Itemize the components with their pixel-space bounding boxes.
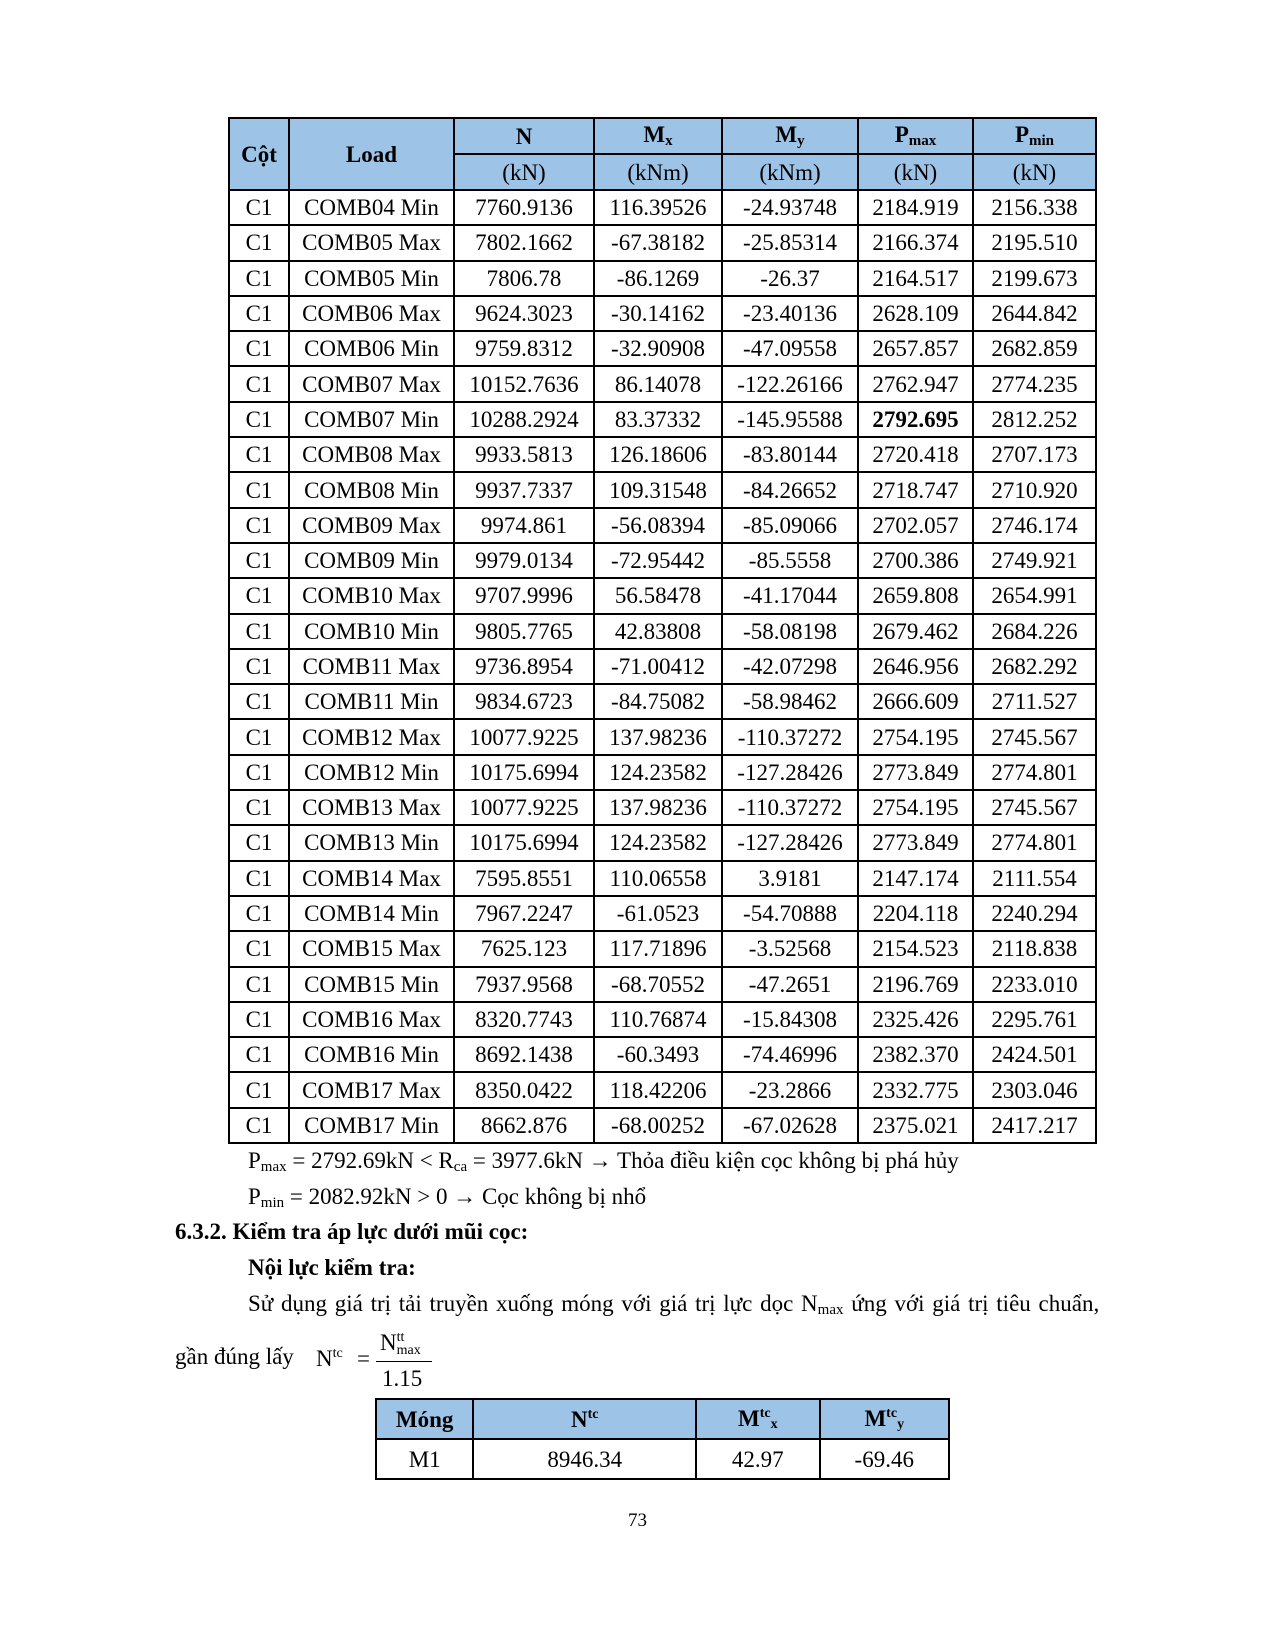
cell-load: COMB08 Max bbox=[289, 437, 454, 472]
cell-pmax: 2700.386 bbox=[858, 543, 973, 578]
cell-pmin: 2745.567 bbox=[973, 790, 1096, 825]
cell-my: -85.09066 bbox=[722, 508, 858, 543]
cell-pmin: 2233.010 bbox=[973, 967, 1096, 1002]
pmin-symbol: P bbox=[248, 1184, 261, 1209]
cell-load: COMB12 Min bbox=[289, 755, 454, 790]
cell-cot: C1 bbox=[229, 261, 289, 296]
cell-mx: -72.95442 bbox=[594, 543, 722, 578]
summary-header-ntc-sup: tc bbox=[587, 1406, 599, 1422]
pmin-symbol-sub: min bbox=[260, 1195, 285, 1211]
cell-mx: 110.76874 bbox=[594, 1002, 722, 1037]
summary-header-mtcx-sup: tc bbox=[759, 1405, 771, 1421]
cell-pmin: 2774.801 bbox=[973, 755, 1096, 790]
cell-mx: -61.0523 bbox=[594, 896, 722, 931]
cell-my: -84.26652 bbox=[722, 472, 858, 507]
cell-pmax: 2166.374 bbox=[858, 225, 973, 260]
cell-my: -83.80144 bbox=[722, 437, 858, 472]
table-row bbox=[229, 719, 1096, 754]
paragraph-after: ứng với giá trị tiêu chuẩn, bbox=[843, 1291, 1100, 1316]
cell-n: 9624.3023 bbox=[454, 296, 594, 331]
cell-my: -3.52568 bbox=[722, 931, 858, 966]
cell-mx: 83.37332 bbox=[594, 402, 722, 437]
cell-pmin: 2654.991 bbox=[973, 578, 1096, 613]
unit-my: (kNm) bbox=[722, 154, 858, 190]
cell-pmax: 2773.849 bbox=[858, 755, 973, 790]
cell-pmin: 2295.761 bbox=[973, 1002, 1096, 1037]
cell-pmax: 2154.523 bbox=[858, 931, 973, 966]
cell-pmax: 2718.747 bbox=[858, 472, 973, 507]
cell-n: 7806.78 bbox=[454, 261, 594, 296]
cell-cot: C1 bbox=[229, 366, 289, 401]
cell-my: -127.28426 bbox=[722, 825, 858, 860]
subheading: Nội lực kiểm tra: bbox=[248, 1255, 416, 1280]
cell-n: 10077.9225 bbox=[454, 719, 594, 754]
cell-pmax: 2702.057 bbox=[858, 508, 973, 543]
cell-my: -110.37272 bbox=[722, 790, 858, 825]
cell-cot: C1 bbox=[229, 472, 289, 507]
cell-load: COMB13 Max bbox=[289, 790, 454, 825]
cell-cot: C1 bbox=[229, 1072, 289, 1107]
summary-header-mtcy-base: M bbox=[864, 1405, 887, 1431]
cell-pmin: 2199.673 bbox=[973, 261, 1096, 296]
table-row bbox=[229, 1037, 1096, 1072]
cell-cot: C1 bbox=[229, 896, 289, 931]
cell-pmin: 2745.567 bbox=[973, 719, 1096, 754]
cell-pmin: 2417.217 bbox=[973, 1108, 1096, 1143]
formula-lead: gần đúng lấy bbox=[175, 1344, 294, 1369]
formula-lhs-sup: tc bbox=[332, 1346, 343, 1361]
cell-load: COMB10 Min bbox=[289, 614, 454, 649]
cell-pmin: 2774.235 bbox=[973, 366, 1096, 401]
table-row bbox=[229, 437, 1096, 472]
cell-pmin: 2682.292 bbox=[973, 649, 1096, 684]
cell-my: -47.2651 bbox=[722, 967, 858, 1002]
summary-header-ntc bbox=[473, 1399, 696, 1439]
cell-cot: C1 bbox=[229, 825, 289, 860]
cell-pmax: 2382.370 bbox=[858, 1037, 973, 1072]
cell-pmax: 2147.174 bbox=[858, 861, 973, 896]
cell-cot: C1 bbox=[229, 296, 289, 331]
table-row bbox=[229, 402, 1096, 437]
cell-my: -15.84308 bbox=[722, 1002, 858, 1037]
cell-pmax: 2628.109 bbox=[858, 296, 973, 331]
cell-mx: -68.70552 bbox=[594, 967, 722, 1002]
cell-pmax: 2325.426 bbox=[858, 1002, 973, 1037]
cell-cot: C1 bbox=[229, 331, 289, 366]
col-header-pmax bbox=[858, 118, 973, 154]
cell-my: -67.02628 bbox=[722, 1108, 858, 1143]
cell-cot: C1 bbox=[229, 578, 289, 613]
cell-my: -23.2866 bbox=[722, 1072, 858, 1107]
cell-my: -54.70888 bbox=[722, 896, 858, 931]
col-header-load: Load bbox=[289, 118, 454, 190]
summary-header-mong bbox=[376, 1399, 473, 1439]
cell-mx: 110.06558 bbox=[594, 861, 722, 896]
cell-n: 8662.876 bbox=[454, 1108, 594, 1143]
unit-mx: (kNm) bbox=[594, 154, 722, 190]
my-sub: y bbox=[797, 133, 805, 149]
table-row bbox=[229, 861, 1096, 896]
cell-load: COMB17 Min bbox=[289, 1108, 454, 1143]
summary-header-mtcx-base: M bbox=[738, 1405, 760, 1431]
formula-num-sup: tt bbox=[396, 1330, 405, 1345]
cell-mx: -68.00252 bbox=[594, 1108, 722, 1143]
pmin-base: P bbox=[1014, 122, 1030, 147]
pmax-base: P bbox=[894, 122, 909, 147]
cell-n: 9759.8312 bbox=[454, 331, 594, 366]
table-row bbox=[229, 296, 1096, 331]
cell-pmax: 2657.857 bbox=[858, 331, 973, 366]
cell-load: COMB15 Min bbox=[289, 967, 454, 1002]
cell-pmin: 2749.921 bbox=[973, 543, 1096, 578]
summary-row bbox=[376, 1439, 949, 1479]
pmin-sub: min bbox=[1029, 133, 1055, 149]
table-row bbox=[229, 896, 1096, 931]
paragraph bbox=[248, 1292, 1099, 1318]
summary-header-mtcx bbox=[696, 1399, 819, 1439]
cell-cot: C1 bbox=[229, 755, 289, 790]
summary-header-row bbox=[376, 1399, 949, 1439]
cell-mx: -71.00412 bbox=[594, 649, 722, 684]
cell-mx: 124.23582 bbox=[594, 755, 722, 790]
cell-my: -127.28426 bbox=[722, 755, 858, 790]
cell-pmax: 2720.418 bbox=[858, 437, 973, 472]
table-row bbox=[229, 261, 1096, 296]
table-row bbox=[229, 755, 1096, 790]
pmax-check-result: = 3977.6kN → Thỏa điều kiện cọc không bị phá hủy bbox=[467, 1148, 959, 1173]
table-row bbox=[229, 1108, 1096, 1143]
cell-load: COMB07 Max bbox=[289, 366, 454, 401]
section-heading: 6.3.2. Kiểm tra áp lực dưới mũi cọc: bbox=[175, 1219, 529, 1244]
cell-cot: C1 bbox=[229, 931, 289, 966]
summary-header-mong-text: Móng bbox=[395, 1406, 454, 1432]
cell-load: COMB08 Min bbox=[289, 472, 454, 507]
col-header-n: N bbox=[454, 118, 594, 154]
summary-cell-mtcy: -69.46 bbox=[820, 1439, 949, 1479]
pmin-check-result: = 2082.92kN > 0 → Cọc không bị nhổ bbox=[284, 1184, 647, 1209]
formula-num-sub: max bbox=[396, 1343, 421, 1358]
cell-pmin: 2710.920 bbox=[973, 472, 1096, 507]
cell-my: -25.85314 bbox=[722, 225, 858, 260]
cell-pmin: 2644.842 bbox=[973, 296, 1096, 331]
cell-n: 8350.0422 bbox=[454, 1072, 594, 1107]
cell-load: COMB16 Max bbox=[289, 1002, 454, 1037]
cell-load: COMB11 Min bbox=[289, 684, 454, 719]
cell-mx: 118.42206 bbox=[594, 1072, 722, 1107]
cell-my: -47.09558 bbox=[722, 331, 858, 366]
col-header-pmin bbox=[973, 118, 1096, 154]
cell-pmax: 2666.609 bbox=[858, 684, 973, 719]
cell-n: 7967.2247 bbox=[454, 896, 594, 931]
table-row bbox=[229, 543, 1096, 578]
cell-pmin: 2118.838 bbox=[973, 931, 1096, 966]
cell-cot: C1 bbox=[229, 719, 289, 754]
cell-pmin: 2812.252 bbox=[973, 402, 1096, 437]
pmax-check-text: = 2792.69kN < R bbox=[286, 1148, 454, 1173]
table-row bbox=[229, 578, 1096, 613]
cell-mx: 116.39526 bbox=[594, 190, 722, 225]
pmin-check-line bbox=[248, 1185, 646, 1211]
summary-header-mtcy bbox=[820, 1399, 949, 1439]
mx-base: M bbox=[643, 122, 666, 147]
cell-my: -74.46996 bbox=[722, 1037, 858, 1072]
cell-mx: -60.3493 bbox=[594, 1037, 722, 1072]
cell-pmax: 2773.849 bbox=[858, 825, 973, 860]
table-row bbox=[229, 472, 1096, 507]
cell-cot: C1 bbox=[229, 790, 289, 825]
pmax-check-line bbox=[248, 1149, 959, 1175]
unit-pmax: (kN) bbox=[858, 154, 973, 190]
cell-n: 9707.9996 bbox=[454, 578, 594, 613]
cell-pmax: 2754.195 bbox=[858, 719, 973, 754]
summary-header-ntc-base: N bbox=[570, 1406, 588, 1432]
cell-load: COMB05 Min bbox=[289, 261, 454, 296]
cell-load: COMB09 Max bbox=[289, 508, 454, 543]
combination-table bbox=[228, 117, 1097, 1144]
cell-pmin: 2111.554 bbox=[973, 861, 1096, 896]
cell-load: COMB15 Max bbox=[289, 931, 454, 966]
cell-cot: C1 bbox=[229, 614, 289, 649]
cell-pmax: 2164.517 bbox=[858, 261, 973, 296]
table-row bbox=[229, 508, 1096, 543]
cell-pmax: 2204.118 bbox=[858, 896, 973, 931]
cell-load: COMB04 Min bbox=[289, 190, 454, 225]
cell-pmin: 2707.173 bbox=[973, 437, 1096, 472]
table-row bbox=[229, 190, 1096, 225]
table-row bbox=[229, 684, 1096, 719]
mx-sub: x bbox=[665, 133, 673, 149]
unit-n: (kN) bbox=[454, 154, 594, 190]
cell-mx: -86.1269 bbox=[594, 261, 722, 296]
summary-cell-mong: M1 bbox=[376, 1439, 473, 1479]
cell-n: 10077.9225 bbox=[454, 790, 594, 825]
cell-pmax: 2184.919 bbox=[858, 190, 973, 225]
cell-n: 8692.1438 bbox=[454, 1037, 594, 1072]
cell-n: 7625.123 bbox=[454, 931, 594, 966]
cell-load: COMB13 Min bbox=[289, 825, 454, 860]
cell-my: -122.26166 bbox=[722, 366, 858, 401]
cell-n: 7937.9568 bbox=[454, 967, 594, 1002]
cell-mx: 137.98236 bbox=[594, 790, 722, 825]
cell-load: COMB12 Max bbox=[289, 719, 454, 754]
cell-n: 7802.1662 bbox=[454, 225, 594, 260]
cell-mx: -67.38182 bbox=[594, 225, 722, 260]
col-header-mx bbox=[594, 118, 722, 154]
table-row bbox=[229, 825, 1096, 860]
cell-mx: 126.18606 bbox=[594, 437, 722, 472]
cell-load: COMB07 Min bbox=[289, 402, 454, 437]
formula-num-symbol: N bbox=[380, 1330, 397, 1355]
summary-table bbox=[375, 1398, 950, 1480]
cell-cot: C1 bbox=[229, 508, 289, 543]
cell-n: 9736.8954 bbox=[454, 649, 594, 684]
cell-cot: C1 bbox=[229, 437, 289, 472]
cell-n: 9974.861 bbox=[454, 508, 594, 543]
cell-pmax: 2659.808 bbox=[858, 578, 973, 613]
cell-pmin: 2746.174 bbox=[973, 508, 1096, 543]
cell-cot: C1 bbox=[229, 861, 289, 896]
cell-load: COMB14 Max bbox=[289, 861, 454, 896]
summary-cell-mtcx: 42.97 bbox=[696, 1439, 819, 1479]
paragraph-before: Sử dụng giá trị tải truyền xuống móng với giá trị lực dọc N bbox=[248, 1291, 818, 1316]
cell-pmax: 2332.775 bbox=[858, 1072, 973, 1107]
cell-load: COMB06 Max bbox=[289, 296, 454, 331]
formula-num-scripts bbox=[397, 1331, 421, 1357]
pmax-symbol-sub: max bbox=[260, 1159, 287, 1175]
header-row bbox=[229, 118, 1096, 154]
cell-cot: C1 bbox=[229, 190, 289, 225]
col-header-cot: Cột bbox=[229, 118, 289, 190]
table-row bbox=[229, 967, 1096, 1002]
page-number: 73 bbox=[628, 1510, 647, 1531]
cell-mx: -30.14162 bbox=[594, 296, 722, 331]
cell-n: 10175.6994 bbox=[454, 755, 594, 790]
cell-n: 9805.7765 bbox=[454, 614, 594, 649]
cell-pmax: 2792.695 bbox=[858, 402, 973, 437]
cell-cot: C1 bbox=[229, 967, 289, 1002]
cell-n: 9834.6723 bbox=[454, 684, 594, 719]
summary-cell-ntc: 8946.34 bbox=[473, 1439, 696, 1479]
cell-cot: C1 bbox=[229, 225, 289, 260]
col-header-my bbox=[722, 118, 858, 154]
cell-my: -58.08198 bbox=[722, 614, 858, 649]
formula-lhs bbox=[316, 1347, 343, 1370]
cell-pmax: 2754.195 bbox=[858, 790, 973, 825]
table-row bbox=[229, 790, 1096, 825]
my-base: M bbox=[775, 122, 798, 147]
unit-pmin: (kN) bbox=[973, 154, 1096, 190]
cell-mx: -56.08394 bbox=[594, 508, 722, 543]
cell-my: -58.98462 bbox=[722, 684, 858, 719]
cell-load: COMB05 Max bbox=[289, 225, 454, 260]
cell-mx: 109.31548 bbox=[594, 472, 722, 507]
cell-mx: 42.83808 bbox=[594, 614, 722, 649]
cell-my: -23.40136 bbox=[722, 296, 858, 331]
cell-pmin: 2682.859 bbox=[973, 331, 1096, 366]
cell-cot: C1 bbox=[229, 543, 289, 578]
cell-cot: C1 bbox=[229, 1108, 289, 1143]
cell-mx: 86.14078 bbox=[594, 366, 722, 401]
table-row bbox=[229, 931, 1096, 966]
cell-load: COMB09 Min bbox=[289, 543, 454, 578]
table-row bbox=[229, 331, 1096, 366]
cell-n: 10175.6994 bbox=[454, 825, 594, 860]
cell-my: -26.37 bbox=[722, 261, 858, 296]
cell-pmin: 2424.501 bbox=[973, 1037, 1096, 1072]
cell-pmax: 2646.956 bbox=[858, 649, 973, 684]
cell-mx: -32.90908 bbox=[594, 331, 722, 366]
paragraph-sub: max bbox=[817, 1302, 844, 1318]
formula-numerator bbox=[380, 1331, 421, 1357]
cell-cot: C1 bbox=[229, 1037, 289, 1072]
cell-load: COMB11 Max bbox=[289, 649, 454, 684]
cell-my: -41.17044 bbox=[722, 578, 858, 613]
cell-my: -145.95588 bbox=[722, 402, 858, 437]
cell-pmax: 2762.947 bbox=[858, 366, 973, 401]
cell-load: COMB10 Max bbox=[289, 578, 454, 613]
pmax-sub: max bbox=[908, 133, 937, 149]
formula-fraction-bar bbox=[376, 1361, 432, 1362]
cell-pmin: 2684.226 bbox=[973, 614, 1096, 649]
cell-mx: 124.23582 bbox=[594, 825, 722, 860]
table-row bbox=[229, 614, 1096, 649]
table-body bbox=[229, 190, 1096, 1143]
cell-my: -24.93748 bbox=[722, 190, 858, 225]
formula-lhs-symbol: N bbox=[316, 1346, 333, 1371]
cell-pmin: 2156.338 bbox=[973, 190, 1096, 225]
cell-n: 9933.5813 bbox=[454, 437, 594, 472]
cell-load: COMB06 Min bbox=[289, 331, 454, 366]
cell-n: 10152.7636 bbox=[454, 366, 594, 401]
cell-my: 3.9181 bbox=[722, 861, 858, 896]
cell-mx: 137.98236 bbox=[594, 719, 722, 754]
cell-pmin: 2711.527 bbox=[973, 684, 1096, 719]
cell-pmin: 2303.046 bbox=[973, 1072, 1096, 1107]
cell-mx: 117.71896 bbox=[594, 931, 722, 966]
cell-n: 8320.7743 bbox=[454, 1002, 594, 1037]
cell-n: 9979.0134 bbox=[454, 543, 594, 578]
summary-header-mtcy-sup: tc bbox=[886, 1405, 898, 1421]
cell-pmax: 2375.021 bbox=[858, 1108, 973, 1143]
summary-header-mtcy-sub: y bbox=[897, 1416, 905, 1432]
cell-mx: 56.58478 bbox=[594, 578, 722, 613]
cell-cot: C1 bbox=[229, 402, 289, 437]
cell-my: -42.07298 bbox=[722, 649, 858, 684]
cell-my: -85.5558 bbox=[722, 543, 858, 578]
cell-load: COMB17 Max bbox=[289, 1072, 454, 1107]
cell-n: 7760.9136 bbox=[454, 190, 594, 225]
cell-n: 9937.7337 bbox=[454, 472, 594, 507]
table-row bbox=[229, 1072, 1096, 1107]
cell-load: COMB16 Min bbox=[289, 1037, 454, 1072]
cell-pmin: 2195.510 bbox=[973, 225, 1096, 260]
table-row bbox=[229, 225, 1096, 260]
cell-load: COMB14 Min bbox=[289, 896, 454, 931]
formula-denominator: 1.15 bbox=[382, 1366, 423, 1391]
cell-pmax: 2679.462 bbox=[858, 614, 973, 649]
cell-pmin: 2240.294 bbox=[973, 896, 1096, 931]
cell-mx: -84.75082 bbox=[594, 684, 722, 719]
table-row bbox=[229, 1002, 1096, 1037]
table-row bbox=[229, 649, 1096, 684]
cell-pmax: 2196.769 bbox=[858, 967, 973, 1002]
formula-equals: = bbox=[357, 1346, 370, 1371]
rca-sub: ca bbox=[453, 1159, 468, 1175]
cell-cot: C1 bbox=[229, 684, 289, 719]
table-row bbox=[229, 366, 1096, 401]
cell-my: -110.37272 bbox=[722, 719, 858, 754]
cell-cot: C1 bbox=[229, 1002, 289, 1037]
cell-n: 7595.8551 bbox=[454, 861, 594, 896]
cell-n: 10288.2924 bbox=[454, 402, 594, 437]
cell-pmin: 2774.801 bbox=[973, 825, 1096, 860]
cell-cot: C1 bbox=[229, 649, 289, 684]
summary-header-mtcx-sub: x bbox=[770, 1416, 778, 1432]
pmax-symbol: P bbox=[248, 1148, 261, 1173]
